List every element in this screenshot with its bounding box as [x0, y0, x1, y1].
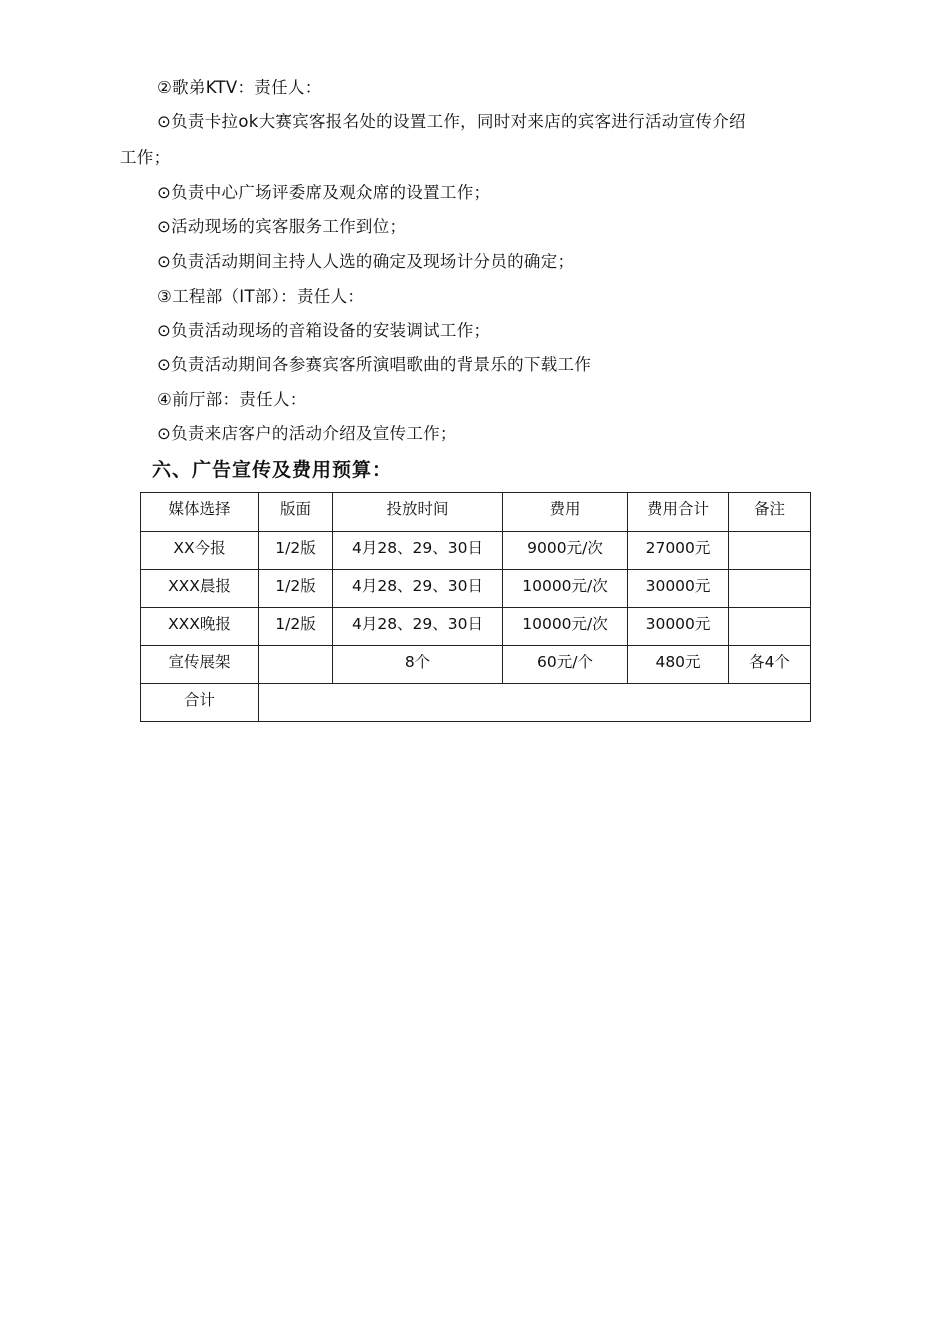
- table-cell: 27000元: [628, 532, 729, 570]
- header-cell: 费用合计: [628, 493, 729, 532]
- table-row-stand: [141, 646, 811, 684]
- budget-table: [140, 492, 811, 722]
- table-cell: 8个: [333, 646, 503, 684]
- engineering-duty-2: ⊙负责活动期间各参赛宾客所演唱歌曲的背景乐的下载工作: [157, 355, 592, 374]
- ktv-duty-3: ⊙活动现场的宾客服务工作到位；: [157, 217, 407, 236]
- ktv-duty-4: ⊙负责活动期间主持人人选的确定及现场计分员的确定；: [157, 252, 575, 271]
- table-cell: XXX晚报: [141, 608, 259, 646]
- ktv-duty-1: ⊙负责卡拉ok大赛宾客报名处的设置工作，同时对来店的宾客进行活动宣传介绍: [157, 112, 746, 131]
- table-cell: 宣传展架: [141, 646, 259, 684]
- engineering-duty-1: ⊙负责活动现场的音箱设备的安装调试工作；: [157, 321, 491, 340]
- table-cell: 4月28、29、30日: [333, 570, 503, 608]
- table-cell: [729, 608, 811, 646]
- table-row: [141, 570, 811, 608]
- table-row: [141, 532, 811, 570]
- table-cell: 30000元: [628, 570, 729, 608]
- header-cell: 费用: [503, 493, 628, 532]
- table-row-total: [141, 684, 811, 722]
- table-cell: 10000元/次: [503, 608, 628, 646]
- table-header-row: [141, 493, 811, 532]
- table-cell: 各4个: [729, 646, 811, 684]
- section-front-desk-title: ④前厅部：责任人：: [157, 390, 307, 409]
- table-cell: [259, 646, 333, 684]
- table-cell: 30000元: [628, 608, 729, 646]
- table-cell: 1/2版: [259, 532, 333, 570]
- header-cell: 投放时间: [333, 493, 503, 532]
- section-engineering-title: ③工程部（IT部）：责任人：: [157, 287, 365, 306]
- table-cell: 4月28、29、30日: [333, 608, 503, 646]
- table-cell: 1/2版: [259, 570, 333, 608]
- front-desk-duty-1: ⊙负责来店客户的活动介绍及宣传工作；: [157, 424, 457, 443]
- table-cell: 4月28、29、30日: [333, 532, 503, 570]
- table-cell: 60元/个: [503, 646, 628, 684]
- table-cell: 480元: [628, 646, 729, 684]
- header-cell: 版面: [259, 493, 333, 532]
- section-ktv-title: ②歌弟KTV：责任人：: [157, 78, 322, 97]
- header-cell: 媒体选择: [141, 493, 259, 532]
- table-cell: XXX晨报: [141, 570, 259, 608]
- ktv-duty-2: ⊙负责中心广场评委席及观众席的设置工作；: [157, 183, 491, 202]
- table-row: [141, 608, 811, 646]
- table-cell: XX今报: [141, 532, 259, 570]
- total-label-cell: 合计: [141, 684, 259, 722]
- total-value-cell: [259, 684, 811, 722]
- table-cell: 10000元/次: [503, 570, 628, 608]
- table-cell: 9000元/次: [503, 532, 628, 570]
- table-cell: [729, 570, 811, 608]
- header-cell: 备注: [729, 493, 811, 532]
- ktv-duty-1-continued: 工作；: [120, 148, 171, 167]
- table-cell: 1/2版: [259, 608, 333, 646]
- table-cell: [729, 532, 811, 570]
- budget-heading: 六、广告宣传及费用预算：: [152, 459, 393, 481]
